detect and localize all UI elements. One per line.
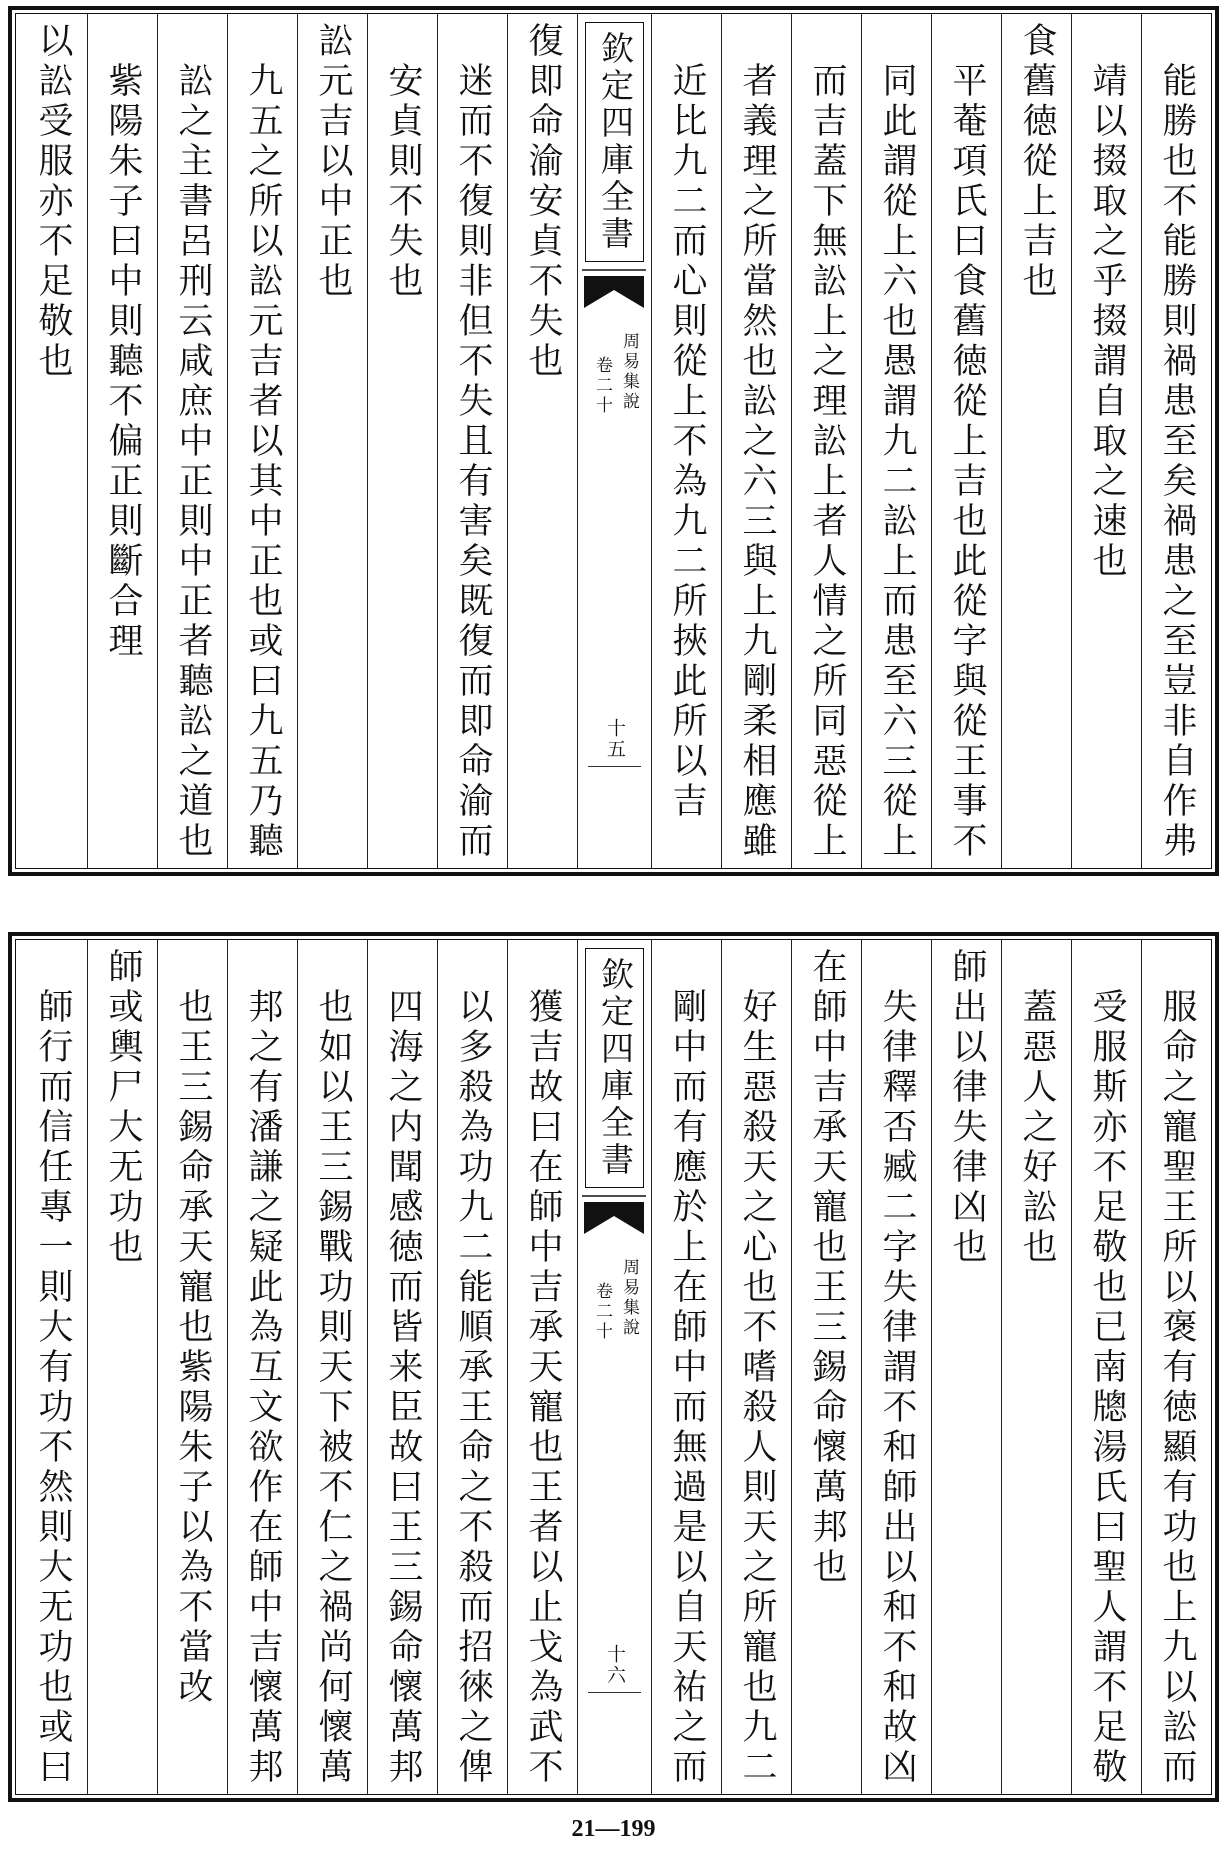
text-frame (15, 13, 1212, 869)
text-column: 而吉蓋下無訟上之理訟上者人情之所同惡從上 (791, 14, 861, 868)
text-column: 者義理之所當然也訟之六三與上九剛柔相應雖 (721, 14, 791, 868)
text-column: 受服斯亦不足敬也已南牕湯氏曰聖人謂不足敬 (1071, 940, 1141, 1794)
text-column: 蓋惡人之好訟也 (1001, 940, 1071, 1794)
page-panel-top (8, 6, 1219, 876)
text-column: 訟元吉以中正也 (297, 14, 367, 868)
fishtail-ornament-icon (578, 268, 650, 312)
text-column: 能勝也不能勝則禍患至矣禍患之至豈非自作弗 (1141, 14, 1211, 868)
text-column: 師出以律失律凶也 (931, 940, 1001, 1794)
leaf-rule (588, 766, 641, 767)
text-column: 師或輿尸大无功也 (87, 940, 157, 1794)
center-strip (577, 14, 651, 868)
text-column: 師行而信任專一則大有功不然則大无功也或曰 (33, 988, 73, 1788)
text-column: 以多殺為功九二能順承王命之不殺而招徠之俾 (437, 940, 507, 1794)
book-title: 周易集說 (619, 1258, 639, 1338)
text-column: 也如以王三錫戰功則天下被不仁之禍尚何懷萬 (297, 940, 367, 1794)
text-column: 紫陽朱子曰中則聽不偏正則斷合理 (87, 14, 157, 868)
text-column: 靖以掇取之乎掇謂自取之速也 (1071, 14, 1141, 868)
page-footer-number: 21—199 (571, 1816, 656, 1842)
text-column: 復即命渝安貞不失也 (507, 14, 577, 868)
text-column: 近比九二而心則從上不為九二所挾此所以吉 (651, 14, 721, 868)
text-column: 好生惡殺天之心也不嗜殺人則天之所寵也九二 (721, 940, 791, 1794)
text-column: 失律釋否臧二字失律謂不和師出以和不和故凶 (861, 940, 931, 1794)
leaf-number: 十五 (604, 718, 626, 760)
text-column: 也王三錫命承天寵也紫陽朱子以為不當改 (157, 940, 227, 1794)
text-column: 以訟受服亦不足敬也 (33, 22, 73, 382)
volume-label: 卷二十 (592, 356, 612, 416)
page-panel-bottom (8, 932, 1219, 1802)
text-column: 食舊徳從上吉也 (1001, 14, 1071, 868)
book-title: 周易集說 (619, 332, 639, 412)
collection-title: 欽定四庫全書 (585, 948, 644, 1188)
text-column: 獲吉故曰在師中吉承天寵也王者以止戈為武不 (507, 940, 577, 1794)
text-column: 同此謂從上六也愚謂九二訟上而患至六三從上 (861, 14, 931, 868)
volume-label: 卷二十 (592, 1282, 612, 1342)
leaf-rule (588, 1692, 641, 1693)
text-column: 安貞則不失也 (367, 14, 437, 868)
leaf-number: 十六 (604, 1644, 626, 1686)
text-column: 四海之内聞感徳而皆来臣故曰王三錫命懷萬邦 (367, 940, 437, 1794)
text-column: 邦之有潘謙之疑此為互文欲作在師中吉懷萬邦 (227, 940, 297, 1794)
fishtail-ornament-icon (578, 1194, 650, 1238)
text-column: 服命之寵聖王所以褒有徳顯有功也上九以訟而 (1141, 940, 1211, 1794)
text-column: 剛中而有應於上在師中而無過是以自天祐之而 (651, 940, 721, 1794)
text-column: 九五之所以訟元吉者以其中正也或曰九五乃聽 (227, 14, 297, 868)
text-column: 平菴項氏曰食舊徳從上吉也此從字與從王事不 (931, 14, 1001, 868)
center-strip (577, 940, 651, 1794)
text-column: 訟之主書呂刑云咸庶中正則中正者聽訟之道也 (157, 14, 227, 868)
text-column: 在師中吉承天寵也王三錫命懷萬邦也 (791, 940, 861, 1794)
text-column: 迷而不復則非但不失且有害矣既復而即命渝而 (437, 14, 507, 868)
text-frame (15, 939, 1212, 1795)
collection-title: 欽定四庫全書 (585, 22, 644, 262)
